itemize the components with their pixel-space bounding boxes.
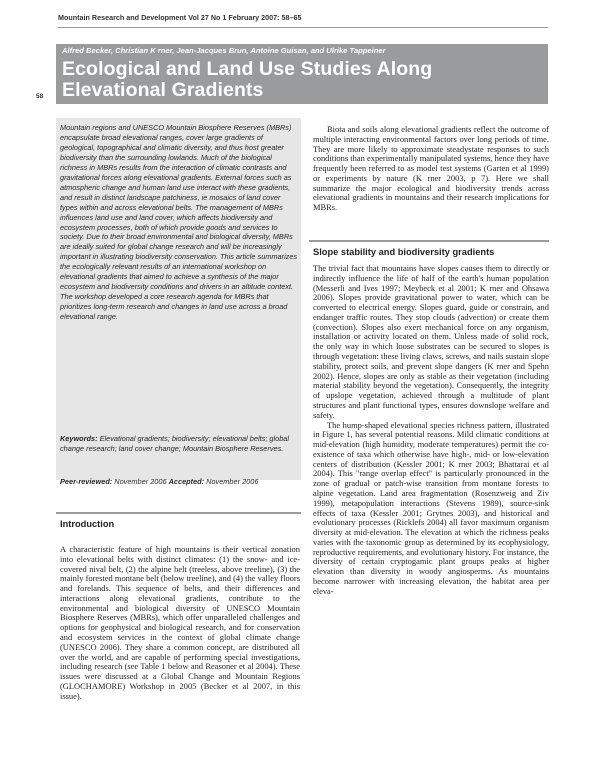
slope-paragraph-2: The hump-shaped elevational species richness pattern, illustrated in Figure 1, has several potential reasons. Mild climatic conditions at mid-elevation (high humidity, moderate temperatures) permit the co-existence of taxa which otherwise have high-, mid- or low-elevation centers of distribution (Kessler 2001; K rner 2003; Bhattarai et al 2004). This "range overlap effect" is particularly pronounced in the zone of gradual or patch-wise transition from montane forests to alpine vegetation. Land area fragmentation (Rosenzweig and Ziv 1999), metapopulation interactions (Stevens 1989), source-sink effects of taxa (Kessler 2001; Grytnes 2003), and historical and evolutionary processes (Ricklefs 2004) all favor maximum organism diversity at mid-elevation. The elevation at which the richness peaks varies with the taxonomic group as determined by its ecophysiology, reproductive requirements, and evolutionary history. For instance, the diversity of certain cryptogamic plant groups peaks at higher elevation than diversity in woody angiosperms. As mountains become narrower with increasing elevation, the habitat area per eleva- <box>313 419 549 596</box>
title-line-2: Elevational Gradients <box>62 79 264 101</box>
intro-heading: Introduction <box>60 519 115 529</box>
slope-paragraph-1: The trivial fact that mountains have slopes causes them to directly or indirectly influence the life of half of the earth's human population (Messerli and Ives 1997; Meybeck et al 2001; K rner and Ohsawa 2006). Slopes provide gravitational power to water, which can be converted to electrical energy. Slopes guard, guide or constrain, and endanger traffic routes. They stop clouds (advection) or create them (convection). Slopes also exert mechanical force on any organism, installation or activity located on them. Unless made of solid rock, the only way in which loose substrates can be secured to slopes is through vegetation: these living claws, screws, and nails sustain slope stability, protect soils, and prevent slope dangers (K rner and Spehn 2002). Hence, slopes are only as stable as their vegetation (including material stability beyond the vegetation). Consequently, the integrity of upslope vegetation, achieved through a multitude of plant structures and plant functional types, ensures downslope welfare and safety. <box>313 263 549 420</box>
intro-rule <box>56 512 301 514</box>
authors: Alfred Becker, Christian K rner, Jean-Jacques Brun, Antoine Guisan, and Ulrike Tappeiner <box>62 46 386 55</box>
slope-text <box>313 264 549 597</box>
page-number: 58 <box>36 93 44 100</box>
keywords-label: Keywords: <box>60 434 98 443</box>
biota-paragraph: Biota and soils along elevational gradients reflect the outcome of multiple interacting environmental factors over long periods of time. They are more likely to approximate steadystate responses to such conditions than experimentally manipulated systems, hence they have frequently been referred to as model test systems (Garten et al 1999) or experiments by nature (K rner 2003, p 7). Here we shall summarize the major ecological and biodiversity trends across elevational gradients in mountains and their research implications for MBRs. <box>313 124 549 213</box>
accepted-date: November 2006 <box>204 477 259 486</box>
peer-reviewed-date: November 2006 <box>112 477 169 486</box>
keywords-text: Elevational gradients; biodiversity; elevational belts; global change research; land cover change; Mountain Biosphere Reserves. <box>60 434 290 453</box>
title-line-1: Ecological and Land Use Studies Along <box>62 58 433 80</box>
accepted-label: Accepted: <box>168 477 205 486</box>
abstract: Mountain regions and UNESCO Mountain Biosphere Reserves (MBRs) encapsulate broad elevational ranges, cover large gradients of geological, topographical and climatic diversity, and thus host greater biodiversity than the surrounding lowlands. Much of the biological richness in MBRs results from the interaction of climatic contrasts and gravitational forces along elevational gradients. External forces such as atmospheric change and human land use interact with these gradients, and result in distinct landscape patchiness, ie mosaics of land cover types within and across elevational belts. The management of MBRs influences land use and land cover, which affects biodiversity and ecosystem processes, both of which provide goods and services to society. Due to their broad environmental and biological diversity, MBRs are ideally suited for global change research and will be increasingly important in illustrating biodiversity conservation. This article summarizes the ecologically relevant results of an international workshop on elevational gradients that aimed to achieve a synthesis of the major ecosystem and biodiversity conditions and drivers in an altitude context. The workshop developed a core research agenda for MBRs that prioritizes long-term research and changes in land use across a broad elevational range. <box>60 123 298 322</box>
intro-text <box>60 545 300 702</box>
right-top-text <box>313 125 549 213</box>
keywords <box>60 434 298 454</box>
slope-heading: Slope stability and biodiversity gradients <box>313 247 495 257</box>
slope-rule <box>309 240 549 242</box>
intro-paragraph: A characteristic feature of high mountains is their vertical zonation into elevational belts with distinct climates: (1) the snow- and ice-covered nival belt, (2) the alpine belt (treeless, above treeline), (3) the mainly forested montane belt (below treeline), and (4) the valley floors and forelands. This sequence of belts, and their differences and interactions along elevational gradients, contribute to the environmental and biological diversity of UNESCO Mountain Biosphere Reserves (MBRs), which offer unparalleled challenges and options for geophysical and biological research, and for conservation and ecosystem services in the context of global climate change (UNESCO 2006). They share a common concept, are distributed all over the world, and are capable of performing special investigations, including research (see Table 1 below and Reasoner et al 2004). These issues were discussed at a Global Change and Mountain Regions (GLOCHAMORE) Workshop in 2005 (Becker et al 2007, in this issue). <box>60 544 300 701</box>
running-head: Mountain Research and Development Vol 27 No 1 February 2007: 58–65 <box>58 13 548 28</box>
review-dates <box>60 477 298 487</box>
peer-reviewed-label: Peer-reviewed: <box>60 477 113 486</box>
article-title <box>62 59 542 101</box>
